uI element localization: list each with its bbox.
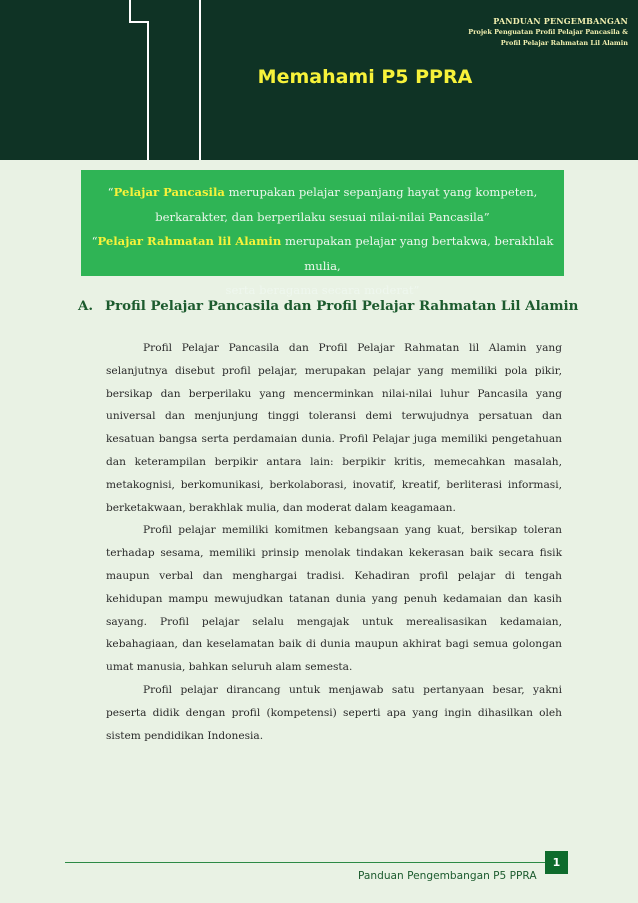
- quote-line-4: serta beragama secara moderat”: [225, 283, 420, 297]
- body-paragraph: Profil pelajar memiliki komitmen kebangsaan yang kuat, bersikap toleran terhadap sesama, memiliki prinsip menolak tindakan kekerasan baik secara fisik maupun verbal dan menghargai tradisi. Kehadiran profil pelajar di tengah kehidupan mampu mewujudkan tatanan dunia yang penuh kedamaian dan kasih sayang. Profil pelajar selalu mengajak untuk merealisasikan kedamaian, kebahagiaan, dan keselamatan baik di dunia maupun akhirat bagi semua golongan umat manusia, bahkan seluruh alam semesta.: [106, 524, 562, 674]
- page-number: 1: [545, 851, 568, 874]
- section-title: Profil Pelajar Pancasila dan Profil Pelajar Rahmatan Lil Alamin: [105, 298, 579, 314]
- section-body: [106, 337, 562, 747]
- guide-subtitle-1: Projek Penguatan Profil Pelajar Pancasila &: [468, 28, 628, 36]
- footer-text: Panduan Pengembangan P5 PPRA: [358, 870, 537, 882]
- page-header: [0, 0, 638, 160]
- quote-box: [81, 170, 564, 297]
- guide-title: PANDUAN PENGEMBANGAN: [493, 16, 628, 26]
- guide-subtitle-2: Profil Pelajar Rahmatan Lil Alamin: [500, 39, 628, 47]
- quote-highlight-pancasila: Pelajar Pancasila: [113, 185, 225, 199]
- body-paragraph: Profil pelajar dirancang untuk menjawab satu pertanyaan besar, yakni peserta didik dengan profil (kompetensi) seperti apa yang ingin dihasilkan oleh sistem pendidikan Indonesia.: [106, 683, 562, 742]
- quote-highlight-rahmatan: Pelajar Rahmatan lil Alamin: [97, 234, 282, 248]
- quote-line-3: [81, 229, 564, 278]
- guide-header: [468, 16, 628, 49]
- quote-line-1: [81, 170, 564, 205]
- quote-line-2: berkarakter, dan berperilaku sesuai nilai-nilai Pancasila”: [155, 209, 490, 224]
- page-title: Memahami P5 PPRA: [257, 66, 473, 88]
- section-letter: A.: [78, 298, 94, 314]
- quote-text-1: merupakan pelajar sepanjang hayat yang kompeten,: [224, 185, 538, 199]
- footer-divider: [65, 862, 545, 863]
- quote-mark: “: [107, 185, 114, 199]
- quote-mark: “: [91, 234, 98, 248]
- quote-text-3: merupakan pelajar yang bertakwa, berakhlak mulia,: [281, 234, 554, 273]
- section-heading: [78, 298, 578, 314]
- body-paragraph: Profil Pelajar Pancasila dan Profil Pelajar Rahmatan lil Alamin yang selanjutnya disebut profil pelajar, merupakan pelajar yang memiliki pola pikir, bersikap dan berperilaku yang mencerminkan nilai-nilai luhur Pancasila yang universal dan menjunjung tinggi toleransi demi terwujudnya persatuan dan kesatuan bangsa serta perdamaian dunia. Profil Pelajar juga memiliki pengetahuan dan keterampilan berpikir antara lain: berpikir kritis, memecahkan masalah, metakognisi, berkomunikasi, berkolaborasi, inovatif, kreatif, berliterasi informasi, berketakwaan, berakhlak mulia, dan moderat dalam keagamaan.: [106, 342, 562, 514]
